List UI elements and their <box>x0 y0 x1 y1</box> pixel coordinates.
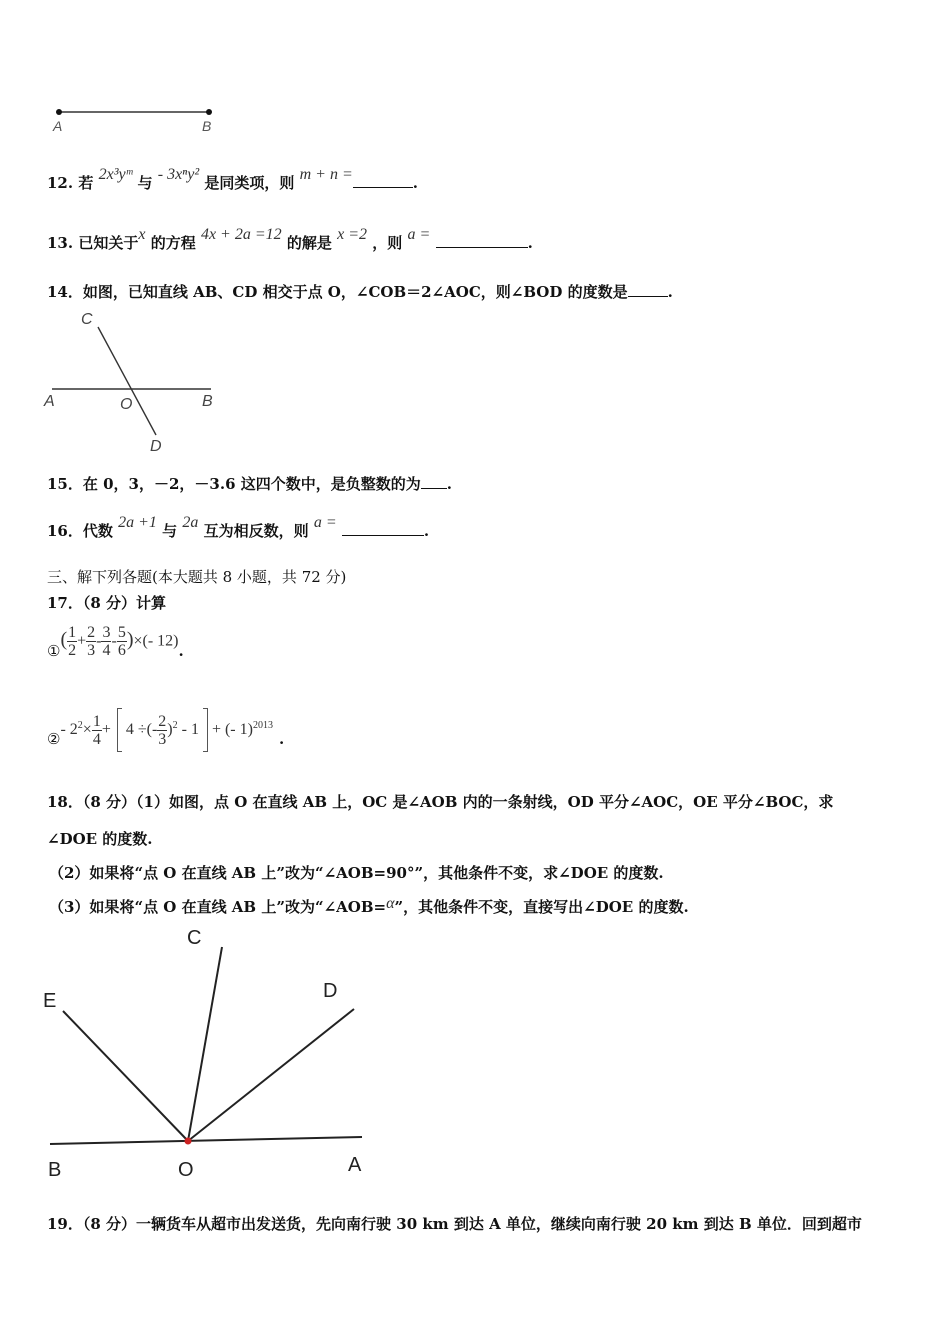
q15-period: . <box>446 475 452 493</box>
label-b: B <box>48 1159 62 1181</box>
q12-period: . <box>412 174 418 192</box>
q16-answer-blank[interactable] <box>342 521 424 536</box>
q18-line-4-b: ”，其他条件不变，直接写出∠DOE 的度数. <box>394 898 689 916</box>
q12-expr-1: 2x³yᵐ <box>98 166 133 183</box>
label-b: B <box>202 393 213 410</box>
label-e: E <box>43 990 57 1012</box>
q17-p1-period: . <box>178 641 184 660</box>
question-15 <box>47 473 452 494</box>
ray-oe <box>63 1011 188 1141</box>
q17-p1-frac-4: $\frac{5}{6}$ <box>117 624 126 659</box>
q17-p1-lparen: ( <box>60 628 68 651</box>
q14-text: 14．如图，已知直线 AB、CD 相交于点 O，∠COB＝2∠AOC，则∠BOD 的度数是 <box>47 283 628 301</box>
q13-text-1: 已知关于 <box>78 234 139 252</box>
q13-text-2: 的方程 <box>150 234 196 252</box>
point-b <box>206 109 212 115</box>
q17-p2-rbracket <box>203 708 208 752</box>
q17-p1-tail: ×(- 12) <box>133 632 179 650</box>
q16-text-3: 互为相反数，则 <box>203 522 309 540</box>
q17-p1-frac-1: $\frac{1}{2}$ <box>68 624 77 659</box>
q13-equation: 4x + 2a =12 <box>200 226 282 243</box>
label-o: O <box>120 396 133 413</box>
q17-part-2: ②- $2^2\times$ $\frac{1}{4}$ + 4 ÷(- $\frac{2}{3}$ )$^2$ - 1 + (- 1)$^{2013}$. <box>47 708 284 752</box>
q12-answer-blank[interactable] <box>353 173 413 188</box>
q14-answer-blank[interactable] <box>628 282 668 297</box>
q16-period: . <box>423 522 430 540</box>
q17-p2-period: . <box>278 730 285 748</box>
question-12 <box>47 166 418 193</box>
q17-p1-mark: ① <box>47 641 61 660</box>
ray-oc <box>188 947 222 1141</box>
q12-expr-2: - 3xⁿy² <box>157 166 200 183</box>
question-19: 19．（8 分）一辆货车从超市出发送货，先向南行驶 30 km 到达 A 单位，继续向南行驶 20 km 到达 B 单位．回到超市 <box>47 1215 862 1233</box>
label-o: O <box>178 1159 194 1181</box>
label-d: D <box>150 438 162 455</box>
q17-p1-frac-3: $\frac{3}{4}$ <box>102 624 111 659</box>
q12-number: 12. <box>47 174 74 192</box>
label-a: A <box>44 393 55 410</box>
q18-line-3: （2）如果将“点 O 在直线 AB 上”改为“∠AOB=90°”，其他条件不变，求∠DOE 的度数. <box>49 864 664 882</box>
q12-text-1: 若 <box>78 174 94 192</box>
q17-part-1: ①( $\frac{1}{2}$ + $\frac{2}{3}$ - $\frac{3}{4}$ - $\frac{5}{6}$ )×(- 12). <box>47 624 184 660</box>
q13-text-4: ，则 <box>372 234 403 252</box>
q13-answer-blank[interactable] <box>436 233 528 248</box>
q13-expr: a = <box>407 226 431 243</box>
q14-period: . <box>667 283 673 301</box>
q17-p1-frac-2: $\frac{2}{3}$ <box>87 624 96 659</box>
q12-text-2: 与 <box>137 174 153 192</box>
label-d: D <box>323 980 338 1002</box>
q13-solution: x =2 <box>337 226 368 243</box>
q16-expr-3: a = <box>313 514 337 531</box>
q18-line-4 <box>49 896 689 917</box>
q17-p2-frac-2: $\frac{2}{3}$ <box>158 712 167 748</box>
q15-text: 15．在 0，3，－2，－3.6 这四个数中，是负整数的为 <box>47 475 421 493</box>
q12-expr-3: m + n = <box>299 166 353 183</box>
segment-ab-figure <box>48 102 228 138</box>
q13-period: . <box>527 234 533 252</box>
q17-p2-head: - 2 <box>60 721 78 738</box>
q13-number: 13. <box>47 234 74 252</box>
point-a <box>56 109 62 115</box>
q16-text-1: 16．代数 <box>47 522 113 540</box>
line-ab <box>50 1137 362 1144</box>
q18-line-2: ∠DOE 的度数. <box>47 830 153 848</box>
q13-var: x <box>138 226 146 243</box>
q16-expr-2: 2a <box>182 514 199 531</box>
label-a: A <box>348 1154 362 1176</box>
q16-text-2: 与 <box>162 522 178 540</box>
q18-alpha: α <box>386 895 395 912</box>
ray-od <box>188 1009 354 1141</box>
q17-p2-lbracket <box>117 708 122 752</box>
question-14 <box>47 281 673 302</box>
label-b: B <box>202 118 212 134</box>
q12-text-3: 是同类项，则 <box>204 174 295 192</box>
q18-line-1: 18．（8 分）（1）如图，点 O 在直线 AB 上，OC 是∠AOB 内的一条射线，OD 平分∠AOC，OE 平分∠BOC，求 <box>47 793 834 811</box>
q17-p2-mark: ② <box>47 730 61 748</box>
q15-answer-blank[interactable] <box>421 474 447 489</box>
section-3-heading: 三、解下列各题(本大题共 8 小题，共 72 分) <box>47 568 347 586</box>
q17-header: 17．（8 分）计算 <box>47 594 167 612</box>
point-o <box>185 1138 192 1145</box>
q18-line-4-a: （3）如果将“点 O 在直线 AB 上”改为“∠AOB= <box>49 898 387 916</box>
q17-p2-tail: + (- 1) <box>211 721 253 738</box>
q17-p2-frac-1: $\frac{1}{4}$ <box>92 712 101 748</box>
rays-figure <box>40 920 380 1188</box>
question-16 <box>47 514 430 541</box>
label-c: C <box>187 927 202 949</box>
q16-expr-1: 2a +1 <box>118 514 157 531</box>
label-a: A <box>53 118 63 134</box>
q13-text-3: 的解是 <box>286 234 332 252</box>
label-c: C <box>81 311 93 328</box>
question-13 <box>47 226 533 253</box>
line-cd <box>98 327 156 435</box>
q17-p2-inner-2: - 1 <box>181 721 199 738</box>
intersecting-lines-figure <box>40 305 230 457</box>
q17-p2-inner-1: 4 ÷(- <box>125 721 158 738</box>
